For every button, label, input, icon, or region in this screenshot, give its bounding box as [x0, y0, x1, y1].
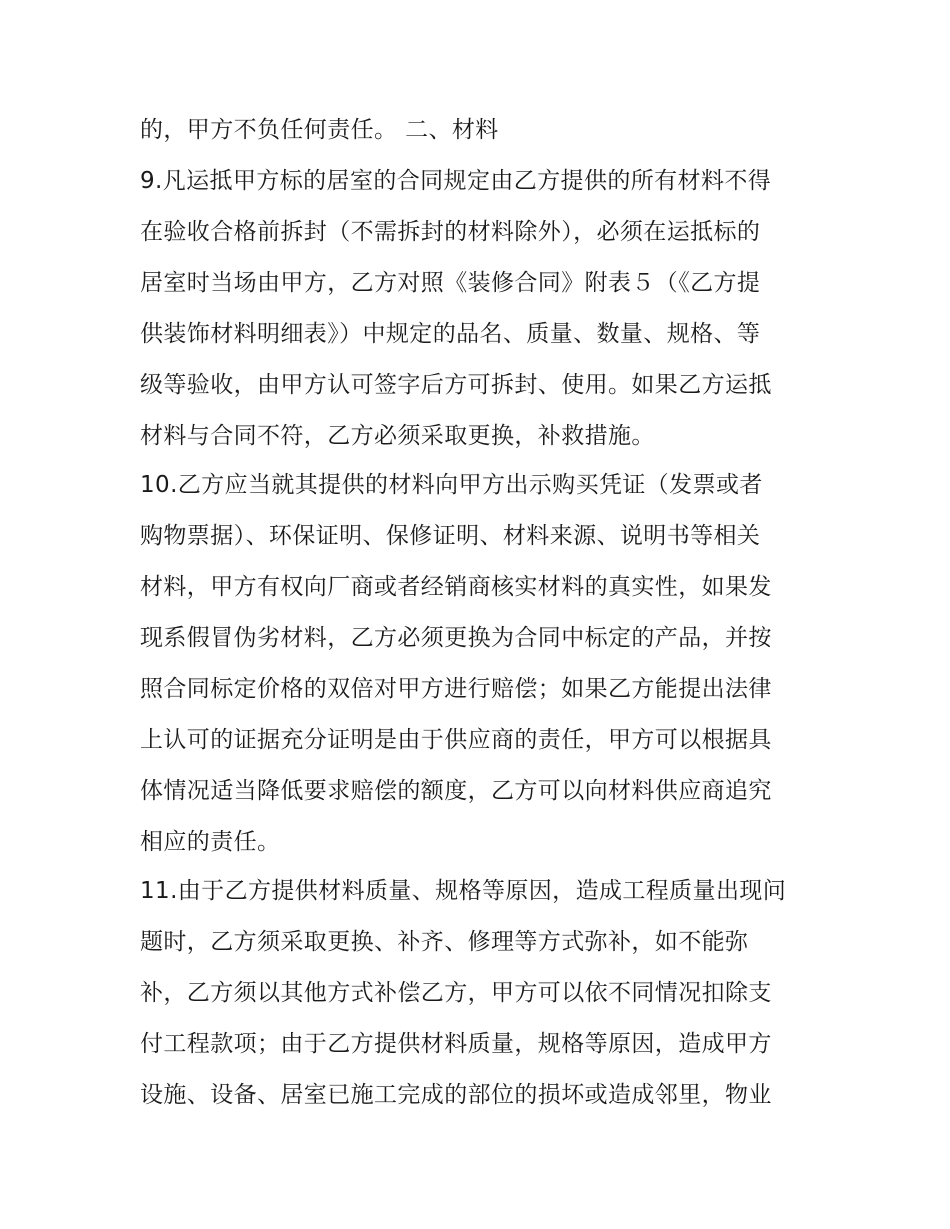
text-line: 居室时当场由甲方，乙方对照《装修合同》附表５（《乙方提	[140, 270, 761, 296]
text-line: 材料与合同不符，乙方必须采取更换，补救措施。	[140, 423, 655, 449]
text-line: 题时，乙方须采取更换、补齐、修理等方式弥补，如不能弥	[140, 929, 749, 955]
text-line: 体情况适当降低要求赔偿的额度，乙方可以向材料供应商追究	[140, 778, 772, 804]
text-line: 补，乙方须以其他方式补偿乙方，甲方可以依不同情况扣除支	[140, 980, 772, 1006]
text-line: 上认可的证据充分证明是由于供应商的责任，甲方可以根据具	[140, 727, 772, 753]
text-line: 现系假冒伪劣材料，乙方必须更换为合同中标定的产品，并按	[140, 625, 772, 651]
text-line: 级等验收，由甲方认可签字后方可拆封、使用。如果乙方运抵	[140, 372, 772, 398]
text-line: 10.乙方应当就其提供的材料向甲方出示购买凭证（发票或者	[140, 472, 763, 498]
text-line: 在验收合格前拆封（不需拆封的材料除外），必须在运抵标的	[140, 219, 761, 245]
text-line: 设施、设备、居室已施工完成的部位的损坏或造成邻里，物业	[140, 1082, 772, 1108]
text-line: 11.由于乙方提供材料质量、规格等原因，造成工程质量出现问	[140, 878, 787, 904]
text-line: 购物票据）、环保证明、保修证明、材料来源、说明书等相关	[140, 523, 761, 549]
text-line: 的，甲方不负任何责任。 二、材料	[140, 117, 499, 143]
text-line: 付工程款项；由于乙方提供材料质量，规格等原因，造成甲方	[140, 1031, 772, 1057]
text-line: 相应的责任。	[140, 829, 281, 855]
text-line: 9.凡运抵甲方标的居室的合同规定由乙方提供的所有材料不得	[140, 168, 772, 194]
text-line: 材料，甲方有权向厂商或者经销商核实材料的真实性，如果发	[140, 574, 772, 600]
text-line: 供装饰材料明细表》）中规定的品名、质量、数量、规格、等	[140, 321, 761, 347]
text-line: 照合同标定价格的双倍对甲方进行赔偿；如果乙方能提出法律	[140, 676, 772, 702]
